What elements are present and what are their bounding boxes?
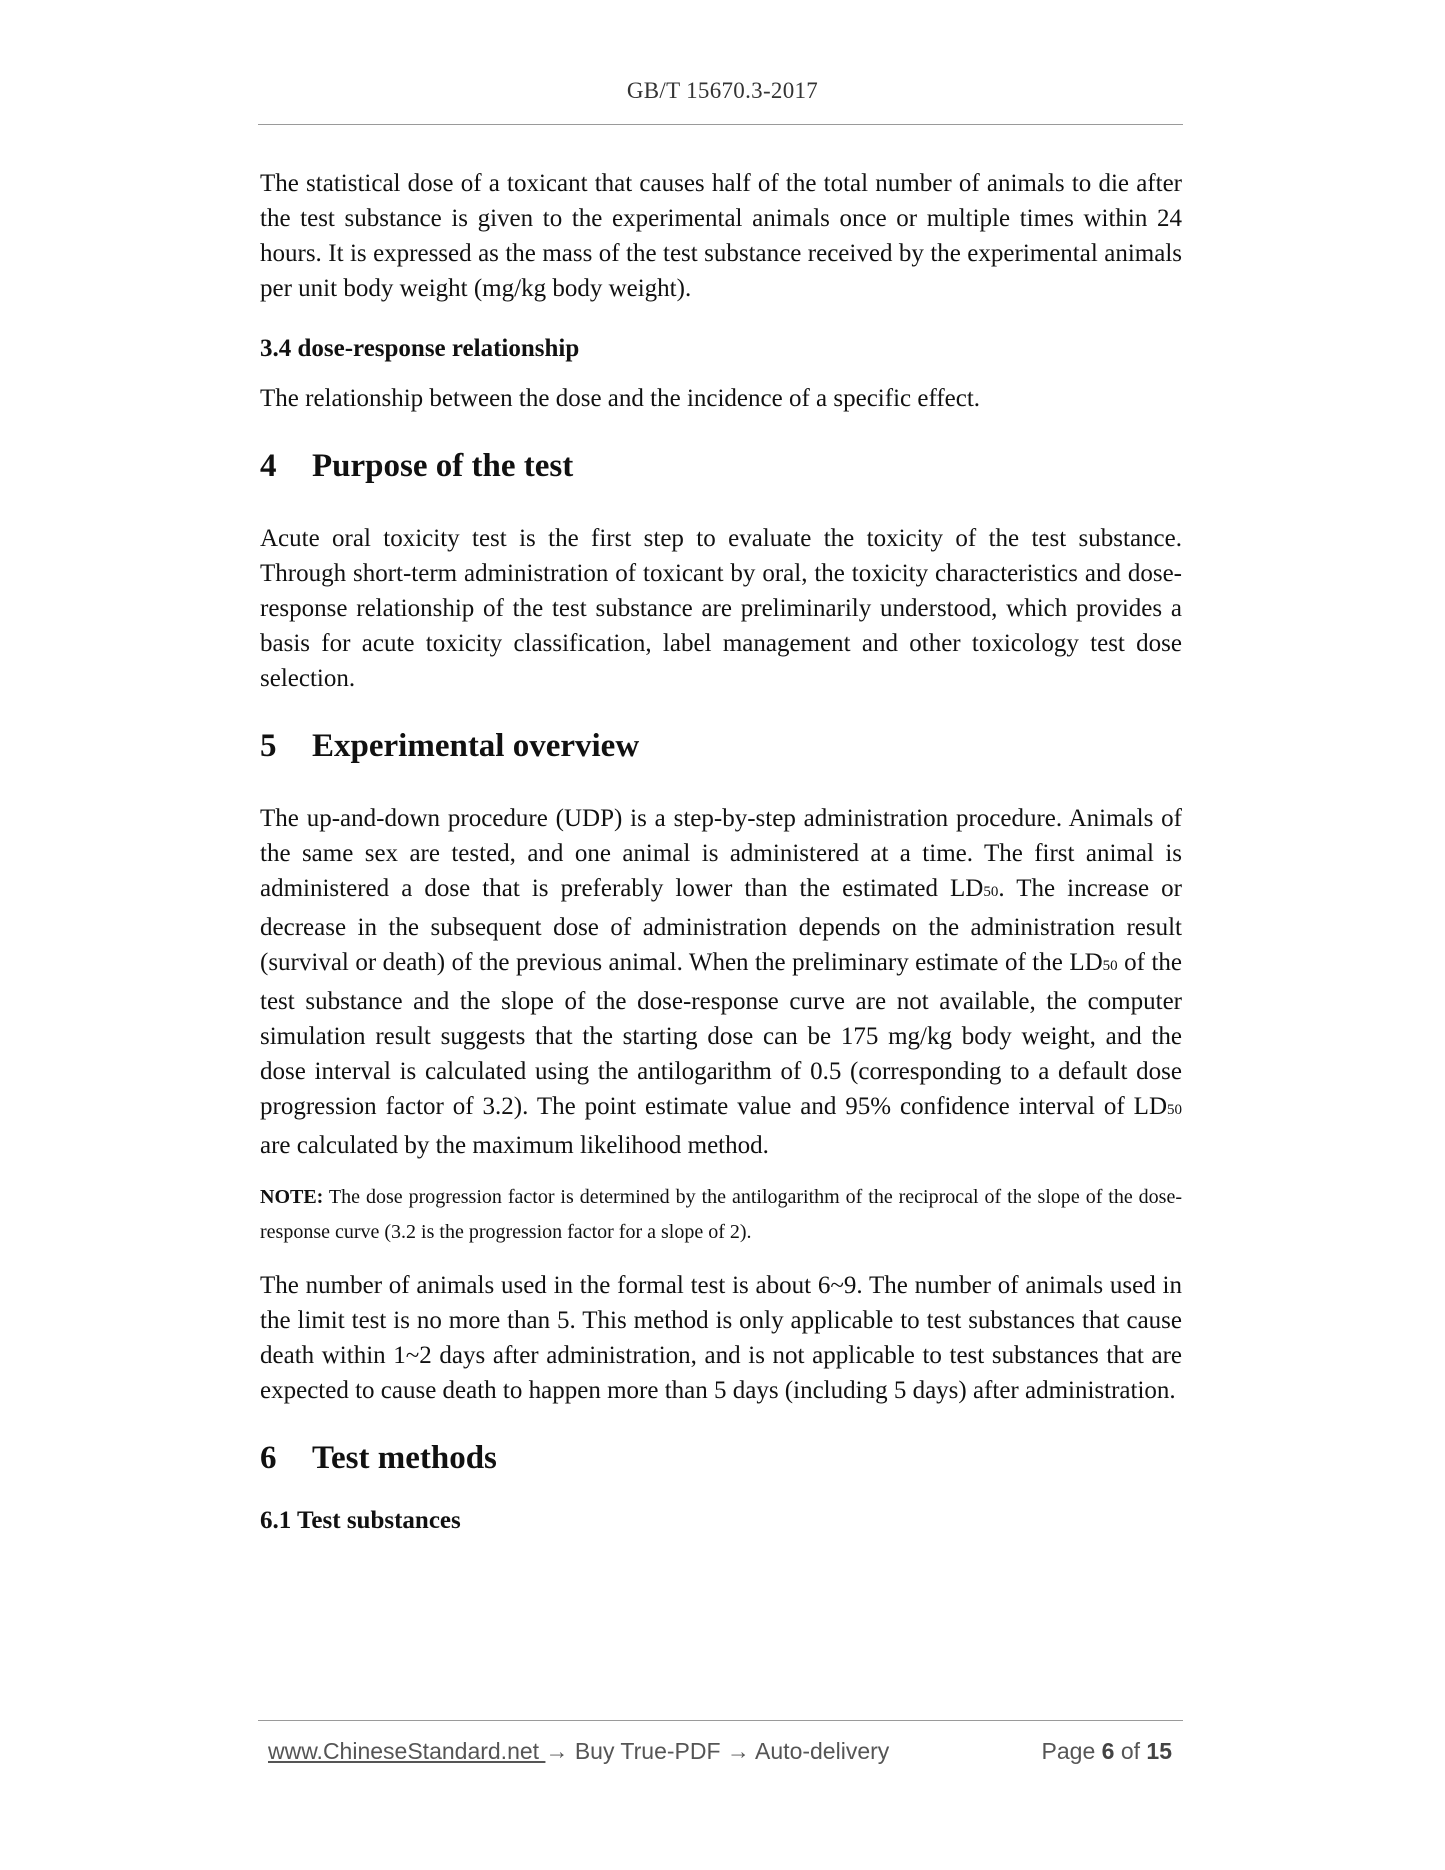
section-number: 5 — [260, 728, 277, 764]
section-5-paragraph-2: The number of animals used in the formal test is about 6~9. The number of animals used in the limit test is no more than 5. This method is only applicable to test substances that cause death within 1~2 days after administration, and is not applicable to test substances that are expected to cause death to happen more than 5 days (including 5 days) after administration. — [260, 1272, 1182, 1404]
text-run: of the test substance and the slope of the dose-response curve are not available, the computer simulation result suggests that the starting dose can be 175 mg/kg body weight, and the dose interval is calculated using the antilogarithm of 0.5 (corresponding to a default dose progression factor of 3.2). The point estimate value and 95% confidence interval of LD — [260, 949, 1182, 1120]
page-label: Page — [1041, 1738, 1102, 1764]
subsection-title-3-4: 3.4 dose-response relationship — [260, 335, 580, 362]
header-divider — [258, 124, 1183, 125]
subscript-50: 50 — [1102, 958, 1118, 974]
page-content — [260, 166, 1182, 1538]
of-label: of — [1114, 1738, 1147, 1764]
note-label: NOTE: — [260, 1186, 324, 1208]
total-pages: 15 — [1146, 1738, 1172, 1764]
definition-paragraph: The statistical dose of a toxicant that causes half of the total number of animals to die after the test substance is given to the experimental animals once or multiple times within 24 hours. It is expressed as the mass of the test substance received by the experimental animals per unit body weight (mg/kg body weight). — [260, 170, 1182, 302]
note-paragraph — [260, 1180, 1182, 1250]
section-heading-5 — [260, 726, 1182, 766]
subsection-title-6-1: 6.1 Test substances — [260, 1507, 461, 1534]
section-title: Test methods — [312, 1440, 497, 1476]
current-page-number: 6 — [1101, 1738, 1115, 1764]
text-run: The up-and-down procedure (UDP) is a step-by-step administration procedure. Animals of the same sex are tested, and one animal is administered at a time. The first animal is administered a dose that is preferably lower than the estimated LD — [260, 805, 1182, 902]
website-link[interactable]: www.ChineseStandard.net — [268, 1738, 546, 1764]
section-heading-6 — [260, 1438, 1182, 1478]
section-number: 4 — [260, 448, 277, 484]
arrow-right-icon: → — [726, 1738, 750, 1764]
section-title: Experimental overview — [312, 728, 640, 764]
note-text: The dose progression factor is determined by the antilogarithm of the reciprocal of the slope of the dose-response curve (3.2 is the progression factor for a slope of 2). — [260, 1186, 1182, 1243]
auto-delivery-text: Auto-delivery — [749, 1738, 890, 1764]
section-title: Purpose of the test — [312, 448, 574, 484]
arrow-right-icon: → — [545, 1738, 569, 1764]
buy-text: Buy True-PDF — [568, 1738, 727, 1764]
section-5-paragraph-1 — [260, 801, 1182, 1163]
text-run: are calculated by the maximum likelihood method. — [260, 1132, 769, 1159]
section-number: 6 — [260, 1440, 277, 1476]
page-indicator — [1042, 1738, 1172, 1765]
subsection-text-3-4: The relationship between the dose and the incidence of a specific effect. — [260, 385, 981, 412]
page-footer — [268, 1738, 1178, 1772]
section-4-paragraph: Acute oral toxicity test is the first step to evaluate the toxicity of the test substance. Through short-term administration of toxicant by oral, the toxicity characteristics and dose-response relationship of the test substance are preliminarily understood, which provides a basis for acute toxicity classification, label management and other toxicology test dose selection. — [260, 525, 1182, 692]
document-header-code: GB/T 15670.3-2017 — [626, 78, 819, 103]
subscript-50: 50 — [1167, 1102, 1182, 1118]
footer-divider — [258, 1720, 1183, 1721]
text-run: . The increase or decrease in the subsequent dose of administration depends on the administration result (survival or death) of the previous animal. When the preliminary estimate of the LD — [260, 875, 1182, 976]
section-heading-4 — [260, 446, 1182, 486]
subscript-50: 50 — [983, 884, 999, 900]
